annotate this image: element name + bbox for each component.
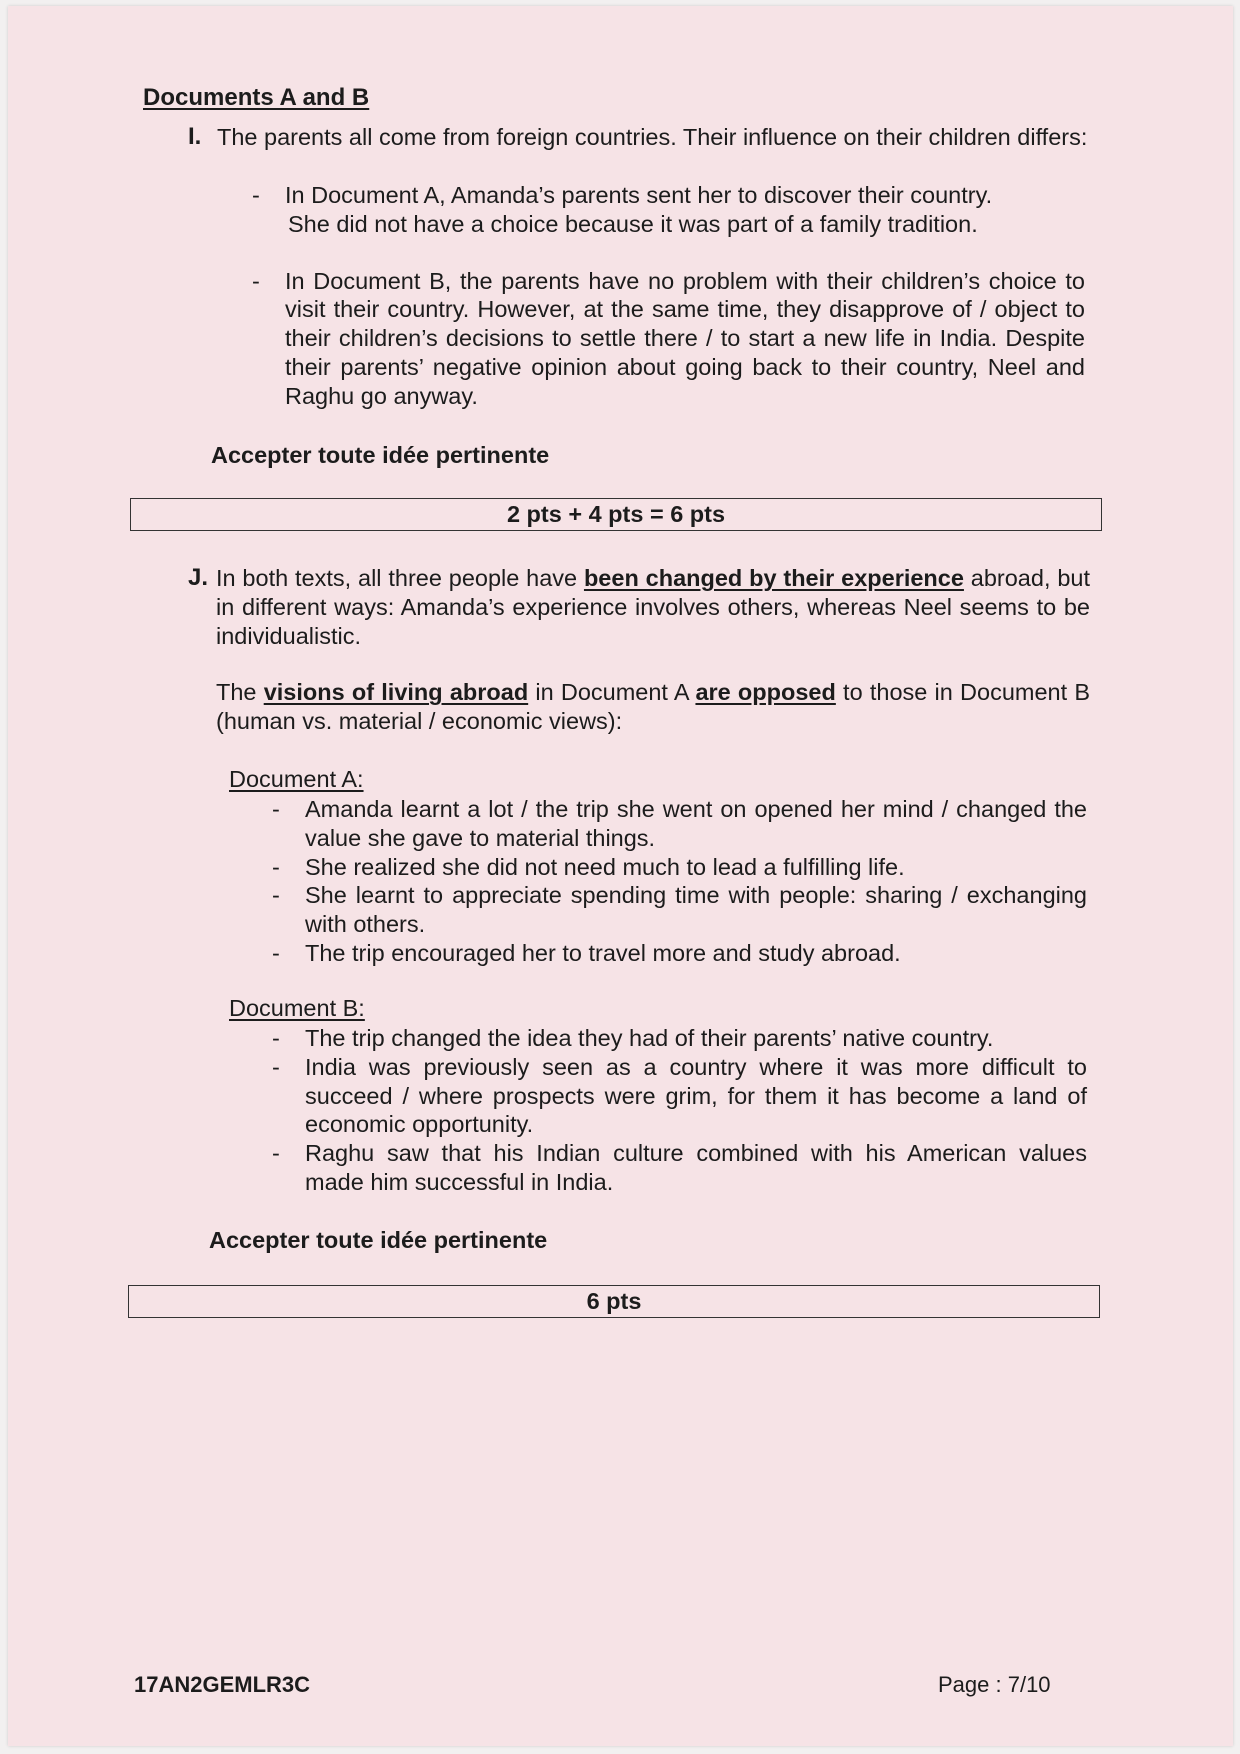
p1-emphasis: been changed by their experience — [583, 565, 964, 591]
p1-text-a: In both texts, all three people have — [216, 565, 584, 591]
question-j-letter: J. — [188, 564, 209, 591]
question-j-block — [216, 564, 1090, 736]
bullet-a-line2: She did not have a choice because it was part of a family tradition. — [288, 210, 978, 237]
question-j-paragraph-1 — [216, 564, 1090, 650]
list-item — [272, 939, 1087, 968]
bullet-a-line1: In Document A, Amanda’s parents sent her to discover their country. — [285, 182, 993, 208]
accept-note-j: Accepter toute idée pertinente — [209, 1227, 548, 1253]
section-heading: Documents A and B — [143, 84, 370, 111]
p2-text-b: in Document A — [528, 679, 696, 706]
points-text-j: 6 pts — [586, 1288, 642, 1314]
list-item — [272, 853, 1087, 882]
doc-b-item-3: Raghu saw that his Indian culture combined with his American values made him successful in India. — [305, 1140, 1087, 1195]
list-item — [272, 1053, 1087, 1139]
bullet-dash: - — [272, 939, 280, 966]
p2-text-a: The — [216, 679, 264, 706]
points-box-j — [128, 1285, 1100, 1318]
points-box-i — [130, 498, 1102, 531]
doc-a-item-1: Amanda learnt a lot / the trip she went on opened her mind / changed the value she gave to material things. — [305, 796, 1087, 851]
document-a-items — [272, 795, 1087, 968]
p2-emphasis-1: visions of living abroad — [263, 679, 529, 706]
bullet-dash: - — [272, 882, 280, 909]
list-item — [272, 795, 1087, 853]
document-b-items — [272, 1024, 1087, 1197]
p1-text-b: abroad, but in different ways: Amanda’s experience involves others, whereas Neel seems to be individualistic. — [216, 565, 1090, 649]
question-i-intro: The parents all come from foreign countries. Their influence on their children differs: — [217, 124, 1088, 150]
doc-a-item-3: She learnt to appreciate spending time with people: sharing / exchanging with others. — [305, 882, 1087, 938]
question-i-bullets — [252, 181, 1085, 411]
bullet-b-text: In Document B, the parents have no problem with their children’s choice to visit their country. However, at the same time, they disapprove of / object to their children’s decisions to settle there / to start a new life in India. Despite their parents’ negative opinion about going back to their country, Neel and Raghu go anyway. — [285, 267, 1085, 409]
question-j-paragraph-2 — [216, 678, 1090, 736]
question-i-letter: I. — [188, 123, 202, 150]
document-a-label: Document A: — [229, 766, 364, 792]
doc-a-item-4: The trip encouraged her to travel more and study abroad. — [305, 939, 901, 966]
question-i-block — [217, 123, 1091, 152]
bullet-dash: - — [272, 1140, 280, 1167]
list-item — [272, 1024, 1087, 1053]
document-code: 17AN2GEMLR3C — [134, 1672, 311, 1697]
doc-a-item-2: She realized she did not need much to lead a fulfilling life. — [305, 853, 905, 880]
bullet-dash: - — [272, 796, 280, 822]
question-i-bullet-list — [252, 181, 1085, 411]
bullet-dash: - — [252, 182, 260, 208]
document-a-list — [272, 795, 1087, 968]
bullet-dash: - — [272, 1053, 280, 1080]
accept-note-i: Accepter toute idée pertinente — [211, 442, 550, 468]
page-number: Page : 7/10 — [938, 1672, 1051, 1697]
points-text-i: 2 pts + 4 pts = 6 pts — [506, 501, 726, 527]
document-b-list — [272, 1024, 1087, 1197]
list-item — [272, 1139, 1087, 1197]
bullet-dash: - — [252, 267, 260, 294]
p2-text-c: to those in Document B (human vs. material / economic views): — [216, 679, 1091, 735]
question-i-bullet-a — [252, 181, 1085, 239]
document-b-label: Document B: — [229, 995, 365, 1021]
list-item — [272, 881, 1087, 939]
doc-b-item-1: The trip changed the idea they had of their parents’ native country. — [305, 1025, 994, 1051]
bullet-dash: - — [272, 1025, 280, 1051]
bullet-dash: - — [272, 853, 280, 880]
doc-b-item-2: India was previously seen as a country where it was more difficult to succeed / where prospects were grim, for them it has become a land of economic opportunity. — [305, 1053, 1087, 1138]
question-i-bullet-b — [252, 267, 1085, 411]
p2-emphasis-2: are opposed — [695, 679, 836, 706]
